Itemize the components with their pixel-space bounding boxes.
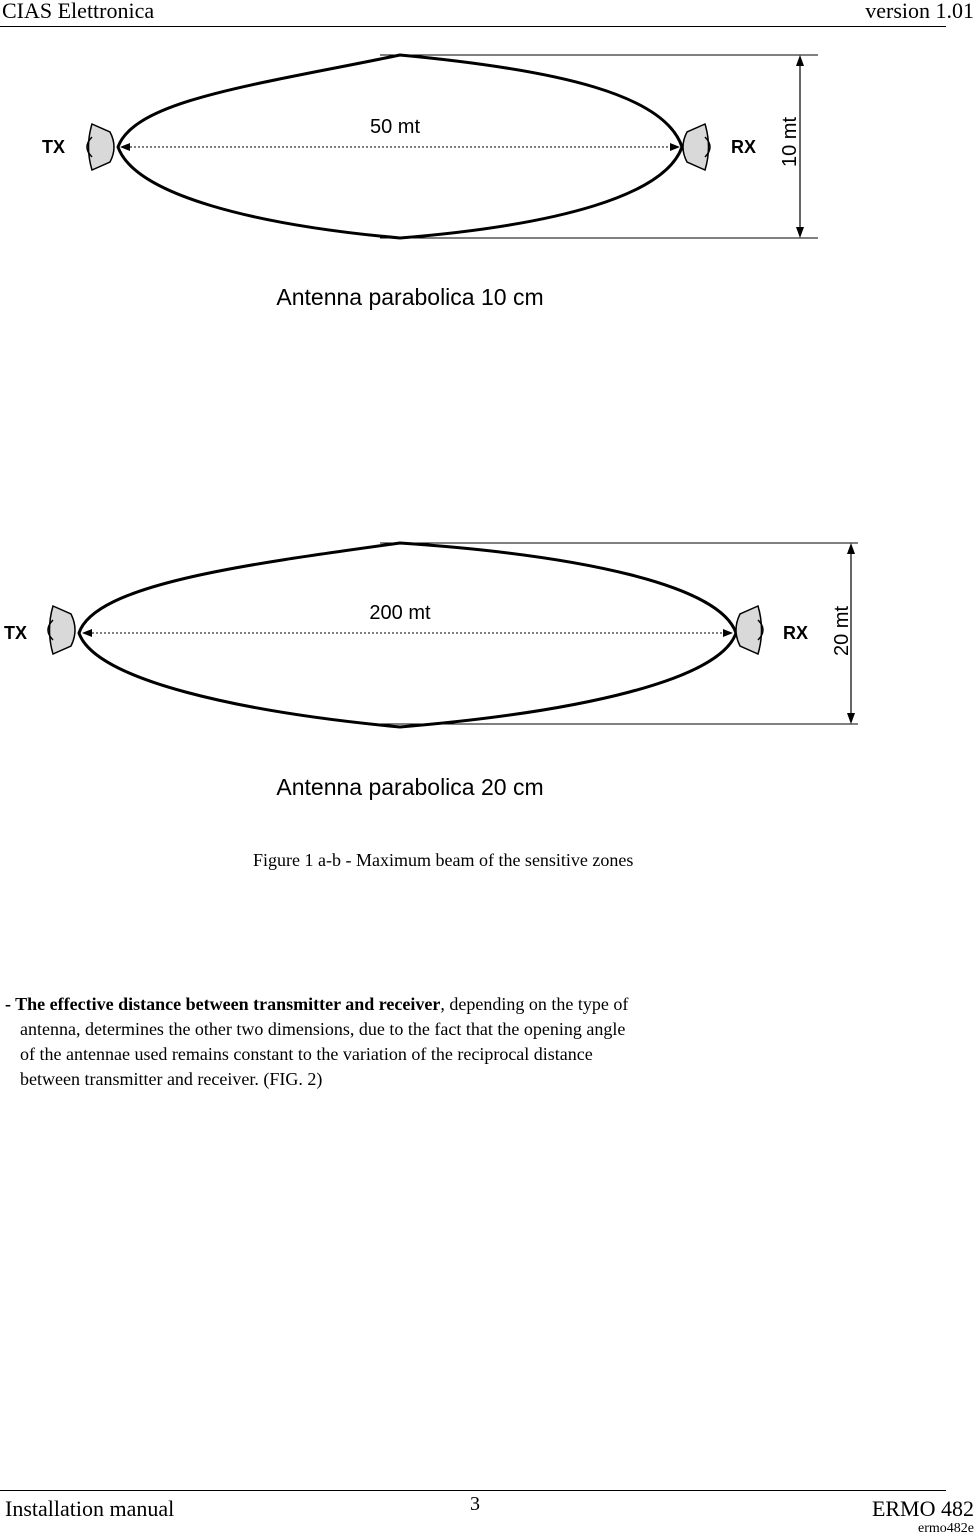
paragraph-line-2: antenna, determines the other two dimensions, due to the fact that the opening angle — [20, 1019, 626, 1039]
paragraph-line-1 — [5, 992, 765, 1017]
paragraph-line-4: between transmitter and receiver. (FIG. 2) — [20, 1069, 323, 1089]
manual-title: Installation manual — [5, 1496, 175, 1521]
version-label: version 1.01 — [865, 0, 974, 23]
height-label: 10 mt — [779, 116, 801, 168]
beam-envelope — [79, 543, 736, 727]
paragraph-line-1-rest: , depending on the type of — [440, 994, 629, 1014]
company-name: CIAS Elettronica — [2, 0, 155, 23]
page-number: 3 — [470, 1493, 480, 1515]
antenna-caption: Antenna parabolica 20 cm — [276, 774, 544, 800]
tx-antenna-icon — [48, 606, 75, 654]
rx-label: RX — [731, 137, 757, 157]
footer-rule — [0, 1490, 946, 1491]
body-paragraph — [5, 992, 765, 1092]
figure-1a-drawing — [0, 40, 977, 330]
figure-caption: Figure 1 a-b - Maximum beam of the sensitive zones — [253, 850, 634, 870]
tx-label: TX — [4, 623, 28, 643]
tx-antenna-icon — [87, 124, 114, 170]
figure-1b — [0, 530, 977, 820]
distance-label: 200 mt — [369, 602, 431, 624]
figure-1a — [0, 40, 977, 330]
header-rule — [0, 26, 946, 27]
product-name: ERMO 482 — [871, 1496, 974, 1521]
height-label: 20 mt — [831, 605, 853, 657]
rx-antenna-icon — [683, 124, 710, 170]
figure-1b-drawing — [0, 530, 977, 820]
rx-label: RX — [783, 623, 809, 643]
tx-label: TX — [42, 137, 66, 157]
doc-code: ermo482e — [918, 1521, 974, 1536]
paragraph-line-3: of the antennae used remains constant to the variation of the reciprocal distance — [20, 1044, 593, 1064]
rx-antenna-icon — [736, 606, 763, 654]
paragraph-bold-lead: - The effective distance between transmitter and receiver — [5, 994, 441, 1014]
distance-label: 50 mt — [369, 116, 421, 138]
antenna-caption: Antenna parabolica 10 cm — [276, 284, 544, 310]
